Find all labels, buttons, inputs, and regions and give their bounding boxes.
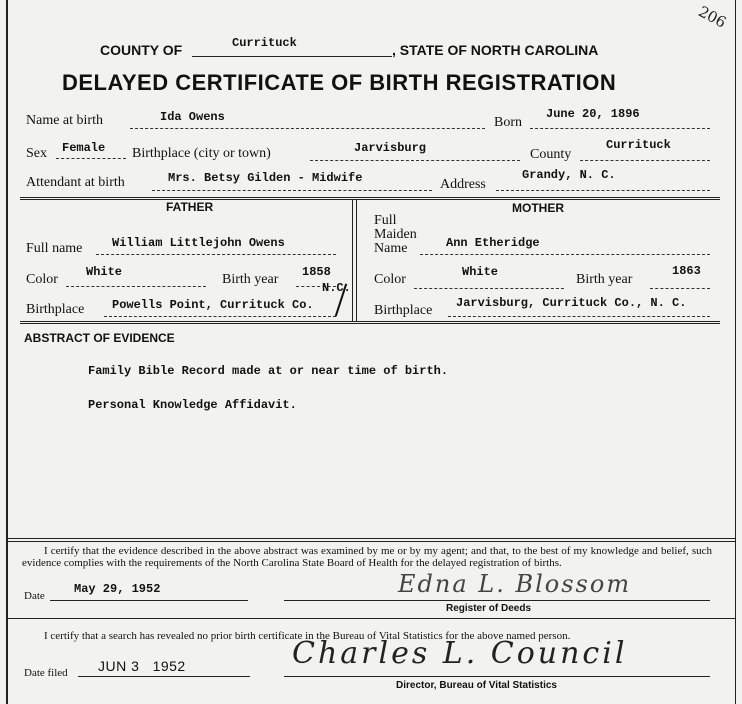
parents-bottom-rule (20, 321, 720, 322)
mother-birth-year-label: Birth year (576, 272, 633, 287)
attendant-value: Mrs. Betsy Gilden - Midwife (168, 171, 363, 185)
right-edge (735, 0, 736, 704)
mother-birthplace-label: Birthplace (374, 303, 433, 318)
father-birth-year-label: Birth year (222, 272, 279, 287)
certification-top-rule (8, 538, 735, 539)
mother-birthplace-value: Jarvisburg, Currituck Co., N. C. (456, 296, 687, 310)
attendant-line (152, 190, 432, 191)
director-signature: Charles L. Council (292, 636, 628, 671)
county-label: COUNTY OF (100, 42, 183, 58)
register-signature: Edna L. Blossom (398, 570, 632, 598)
father-birthplace-note: N.C. (322, 281, 351, 295)
birthplace-label: Birthplace (city or town) (132, 146, 271, 161)
date-filed-stamp: JUN 3 1952 (98, 658, 186, 674)
county-line (192, 56, 392, 57)
register-title: Register of Deeds (446, 603, 532, 614)
left-edge (6, 0, 8, 704)
director-signature-line (284, 676, 710, 677)
evidence-heading: ABSTRACT OF EVIDENCE (24, 331, 175, 345)
mother-color-line (414, 288, 564, 289)
attendant-label: Attendant at birth (26, 175, 125, 190)
father-heading: FATHER (166, 200, 214, 214)
name-at-birth-label: Name at birth (26, 113, 103, 128)
father-color-label: Color (26, 272, 58, 287)
evidence-line-1: Family Bible Record made at or near time of birth. (88, 364, 449, 378)
parents-divider-2 (356, 199, 357, 321)
father-birth-year-value: 1858 (302, 265, 331, 279)
county-field-label: County (530, 147, 572, 162)
state-label: , STATE OF NORTH CAROLINA (392, 42, 599, 58)
mother-birthplace-line (448, 316, 710, 317)
born-line (530, 128, 710, 129)
address-line (496, 190, 710, 191)
mother-name-label-3: Name (374, 241, 408, 256)
parents-bottom-rule-2 (20, 323, 720, 324)
mother-birth-year-line (650, 288, 710, 289)
sex-value: Female (62, 141, 106, 155)
born-label: Born (494, 115, 522, 130)
document-title: DELAYED CERTIFICATE OF BIRTH REGISTRATION (62, 70, 617, 95)
county-field-value: Currituck (606, 138, 671, 152)
certification-text: I certify that the evidence described in the above abstract was examined by me or by my agent; and that, to the best of my knowledge and belief, such evidence complies with the requirements of the North Carolina State Board of Health for the delayed registration of births. (22, 545, 712, 569)
father-birthplace-line (104, 316, 336, 317)
father-birthplace-label: Birthplace (26, 302, 85, 317)
date-filed-label: Date filed (24, 667, 68, 679)
mother-name-line (420, 254, 710, 255)
mother-name-label-1: Full (374, 213, 397, 228)
father-name-label: Full name (26, 241, 83, 256)
father-name-value: William Littlejohn Owens (112, 236, 285, 250)
page-number: 206 (695, 2, 730, 32)
register-signature-line (284, 600, 710, 601)
father-name-line (96, 254, 336, 255)
certification-date-label: Date (24, 590, 45, 602)
certification-top-rule-2 (8, 541, 735, 542)
mother-birth-year-value: 1863 (672, 264, 701, 278)
name-at-birth-value: Ida Owens (160, 110, 225, 124)
mother-heading: MOTHER (512, 201, 564, 215)
director-title: Director, Bureau of Vital Statistics (396, 680, 557, 691)
parents-top-rule (20, 197, 720, 198)
mother-color-label: Color (374, 272, 406, 287)
father-color-line (66, 286, 206, 287)
search-text: I certify that a search has revealed no prior birth certificate in the Bureau of Vital Statistics for the above named person. (44, 630, 571, 642)
address-label: Address (440, 177, 486, 192)
parents-top-rule-2 (20, 199, 720, 200)
address-value: Grandy, N. C. (522, 168, 616, 182)
county-field-line (580, 160, 710, 161)
birthplace-value: Jarvisburg (354, 141, 427, 155)
parents-divider (352, 199, 353, 321)
county-value: Currituck (232, 36, 297, 50)
sex-label: Sex (26, 146, 47, 161)
search-top-rule (8, 618, 735, 619)
date-filed-line (78, 676, 250, 677)
father-color-value: White (86, 265, 123, 279)
born-value: June 20, 1896 (546, 107, 640, 121)
mother-name-value: Ann Etheridge (446, 236, 540, 250)
father-birthplace-value: Powells Point, Currituck Co. (112, 298, 314, 312)
birthplace-line (310, 160, 520, 161)
evidence-line-2: Personal Knowledge Affidavit. (88, 398, 297, 412)
certification-date-value: May 29, 1952 (74, 582, 161, 596)
certification-date-line (50, 600, 248, 601)
mother-color-value: White (462, 265, 499, 279)
sex-line (56, 158, 126, 159)
mother-name-label-2: Maiden (374, 227, 417, 242)
name-line (130, 128, 485, 129)
